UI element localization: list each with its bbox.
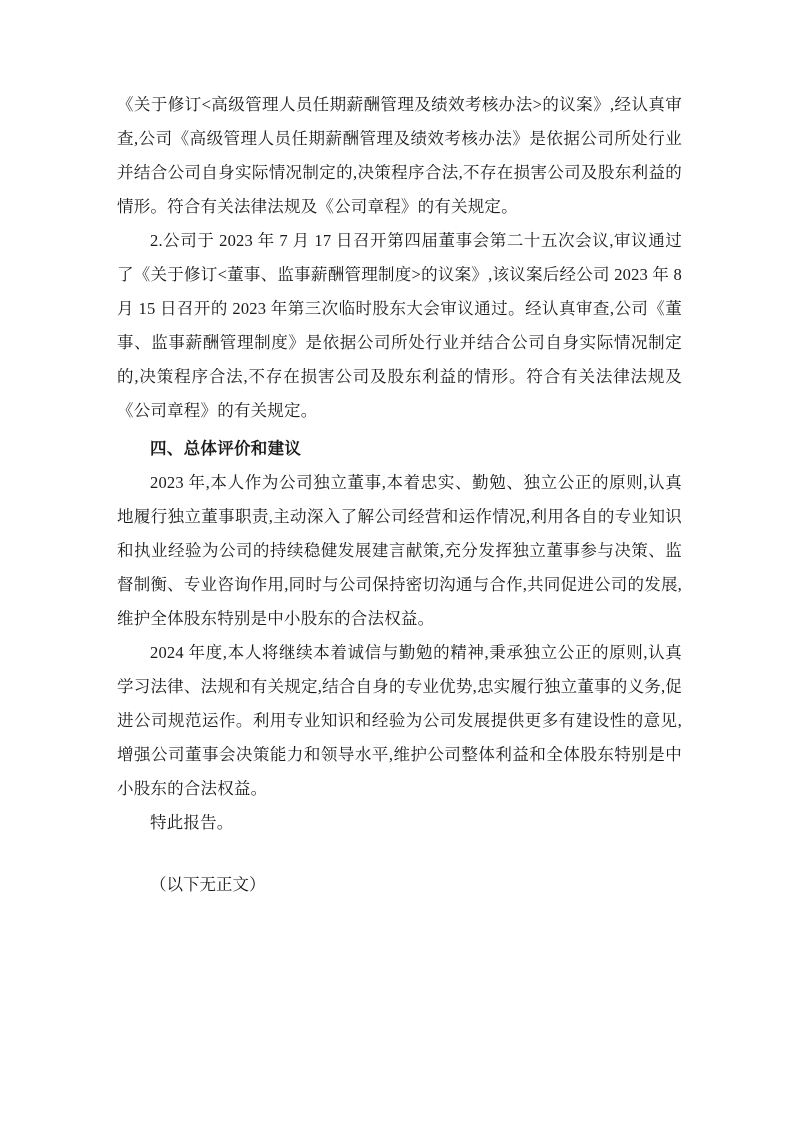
paragraph-2: 2.公司于 2023 年 7 月 17 日召开第四届董事会第二十五次会议,审议通过了《关于修订<董事、监事薪酬管理制度>的议案》,该议案后经公司 2023 年 8 月 15 日召开的 2023 年第三次临时股东大会审议通过。经认真审查,公司《董事、监事薪酬管理制度》是依据公司所处行业并结合公司自身实际情况制定的,决策程序合法,不存在损害公司及股东利益的情形。符合有关法律法规及《公司章程》的有关规定。 <box>117 231 682 420</box>
body-paragraph-2: 2024 年度,本人将继续本着诚信与勤勉的精神,秉承独立公正的原则,认真学习法律、法规和有关规定,结合自身的专业优势,忠实履行独立董事的义务,促进公司规范运作。利用专业知识和经验为公司发展提供更多有建设性的意见,增强公司董事会决策能力和领导水平,维护公司整体利益和全体股东特别是中小股东的合法权益。 <box>117 643 682 798</box>
body-paragraph-3: 特此报告。 <box>150 813 234 832</box>
spacer-before-closing <box>117 840 682 868</box>
body-paragraph-1: 2023 年,本人作为公司独立董事,本着忠实、勤勉、独立公正的原则,认真地履行独立董事职责,主动深入了解公司经营和运作情况,利用各自的专业知识和执业经验为公司的持续稳健发展建言献策,充分发挥独立董事参与决策、监督制衡、专业咨询作用,同时与公司保持密切沟通与合作,共同促进公司的发展,维护全体股东特别是中小股东的合法权益。 <box>117 473 682 628</box>
paragraph-1: 《关于修订<高级管理人员任期薪酬管理及绩效考核办法>的议案》,经认真审查,公司《高级管理人员任期薪酬管理及绩效考核办法》是依据公司所处行业并结合公司自身实际情况制定的,决策程序合法,不存在损害公司及股东利益的情形。符合有关法律法规及《公司章程》的有关规定。 <box>117 95 682 216</box>
document-body <box>117 88 682 902</box>
closing-note: （以下无正文） <box>150 875 266 894</box>
section-heading-overall-evaluation: 四、总体评价和建议 <box>150 439 302 458</box>
